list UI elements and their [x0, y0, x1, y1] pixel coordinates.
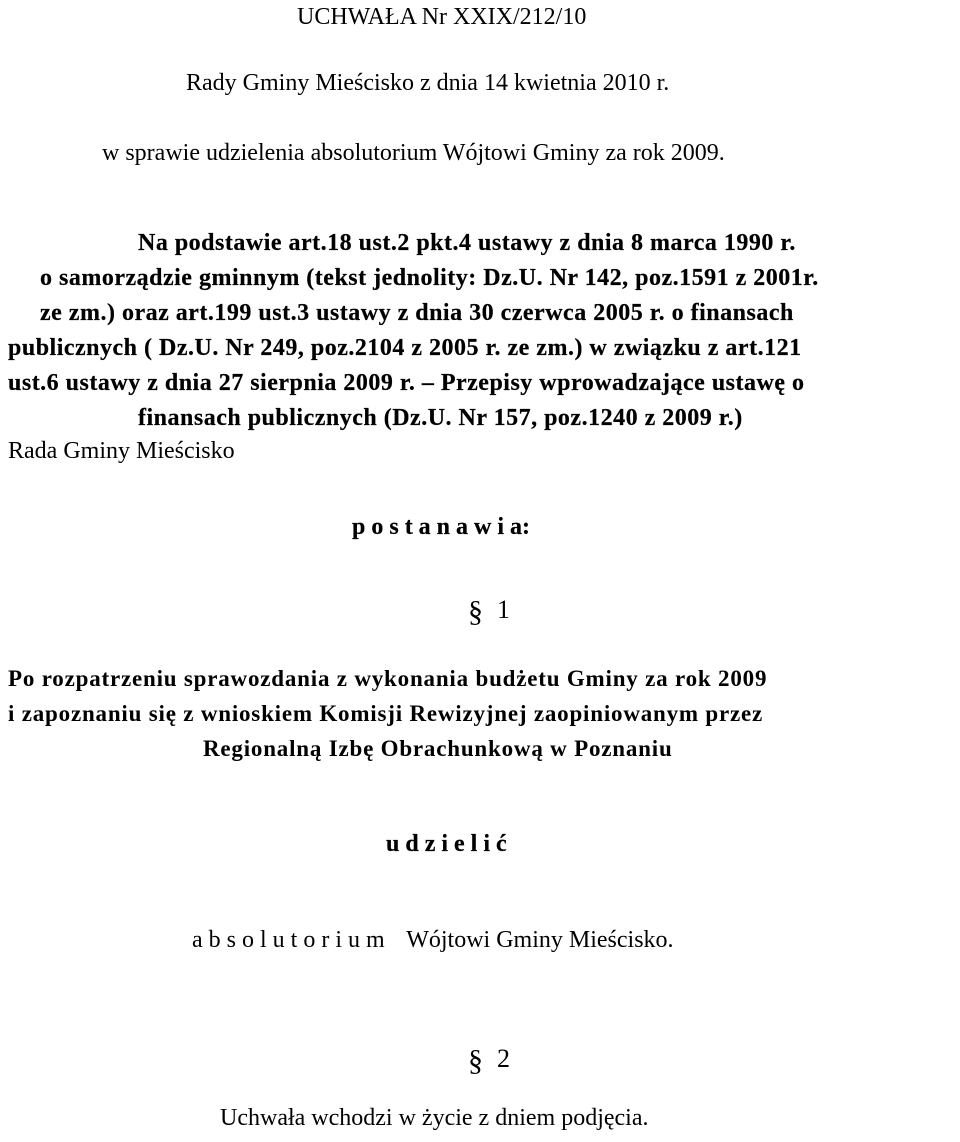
legal-basis-line: publicznych ( Dz.U. Nr 249, poz.2104 z 2005 r. ze zm.) w związku z art.121	[8, 335, 802, 361]
legal-basis-line: ust.6 ustawy z dnia 27 sierpnia 2009 r. – Przepisy wprowadzające ustawę o	[8, 370, 805, 396]
section-2-heading	[468, 1044, 510, 1077]
council-name: Rada Gminy Mieścisko	[8, 438, 235, 464]
resolution-title: UCHWAŁA Nr XXIX/212/10	[297, 4, 587, 30]
section-1-text: i zapoznaniu się z wnioskiem Komisji Rewizyjnej zaopiniowanym przez	[8, 701, 764, 726]
section-symbol: §	[468, 595, 483, 628]
subject-line: w sprawie udzielenia absolutorium Wójtowi Gminy za rok 2009.	[102, 140, 725, 166]
legal-basis-line: ze zm.) oraz art.199 ust.3 ustawy z dnia 30 czerwca 2005 r. o finansach	[40, 300, 794, 326]
grant-line	[192, 925, 674, 955]
section-1-text: Regionalną Izbę Obrachunkową w Poznaniu	[203, 736, 673, 761]
section-1-heading	[468, 595, 510, 628]
legal-basis-line: finansach publicznych (Dz.U. Nr 157, poz.1240 z 2009 r.)	[138, 405, 743, 431]
resolves-heading: p o s t a n a w i a:	[352, 514, 531, 540]
legal-basis-line: o samorządzie gminnym (tekst jednolity: Dz.U. Nr 142, poz.1591 z 2001r.	[40, 265, 819, 291]
section-1-text: Po rozpatrzeniu sprawozdania z wykonania budżetu Gminy za rok 2009	[8, 666, 768, 691]
issuer-line: Rady Gminy Mieścisko z dnia 14 kwietnia 2010 r.	[186, 70, 670, 96]
grant-spaced-word: a b s o l u t o r i u m	[192, 927, 385, 953]
section-symbol: §	[468, 1044, 483, 1077]
section-2-text: Uchwała wchodzi w życie z dniem podjęcia.	[220, 1105, 649, 1131]
grant-recipient: Wójtowi Gminy Mieścisko.	[406, 927, 674, 953]
legal-basis-line: Na podstawie art.18 ust.2 pkt.4 ustawy z dnia 8 marca 1990 r.	[138, 230, 796, 256]
section-number: 1	[497, 595, 510, 624]
decision-word: u d z i e l i ć	[386, 831, 507, 857]
section-number: 2	[497, 1044, 510, 1073]
